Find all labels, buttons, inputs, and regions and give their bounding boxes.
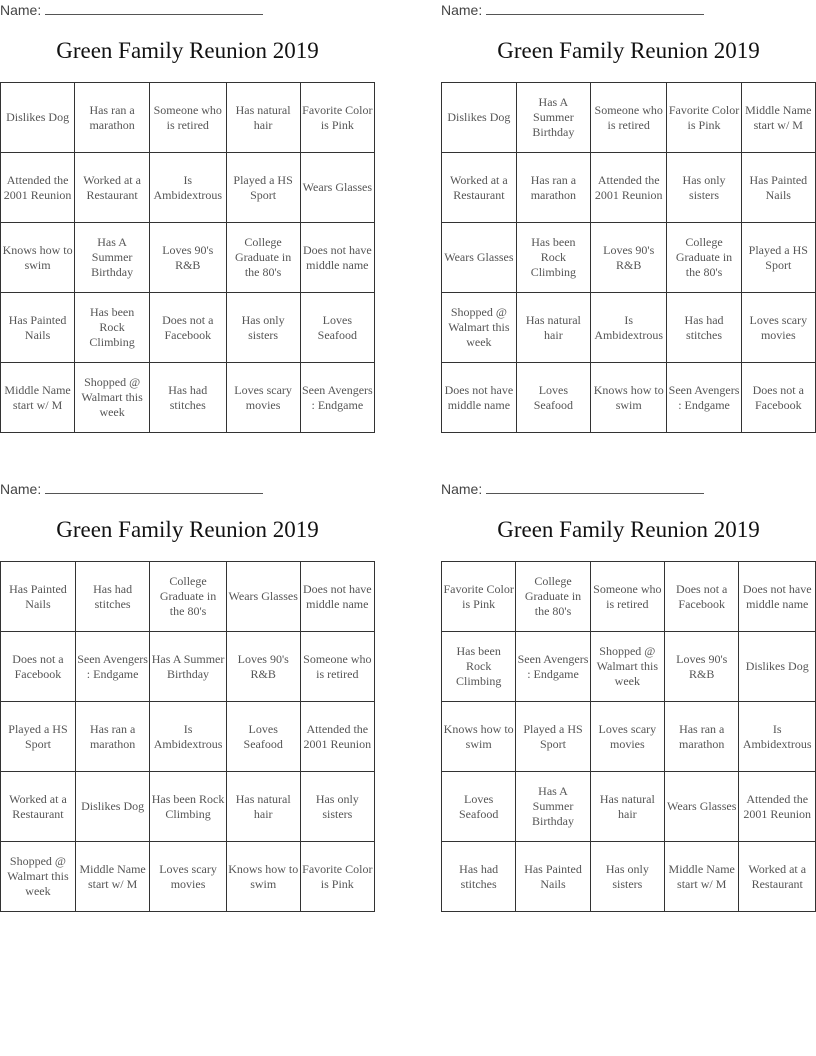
bingo-cell[interactable]: Worked at a Restaurant — [442, 153, 517, 223]
bingo-cell[interactable]: Favorite Color is Pink — [667, 83, 741, 153]
bingo-cell[interactable]: College Graduate in the 80's — [226, 223, 300, 293]
bingo-cell[interactable]: Favorite Color is Pink — [442, 562, 516, 632]
bingo-cell[interactable]: Attended the 2001 Reunion — [1, 153, 75, 223]
bingo-row — [442, 293, 816, 363]
bingo-cell[interactable]: Has A Summer Birthday — [75, 223, 150, 293]
bingo-cell[interactable]: Has only sisters — [226, 293, 300, 363]
bingo-cell[interactable]: Dislikes Dog — [75, 772, 149, 842]
bingo-cell[interactable]: Wears Glasses — [300, 153, 374, 223]
bingo-grid — [0, 82, 375, 433]
bingo-cell[interactable]: Wears Glasses — [226, 562, 300, 632]
name-field[interactable] — [0, 481, 263, 499]
bingo-cell[interactable]: Has had stitches — [75, 562, 149, 632]
bingo-cell[interactable]: Does not have middle name — [739, 562, 816, 632]
name-blank-line[interactable] — [486, 481, 704, 494]
bingo-cell[interactable]: College Graduate in the 80's — [667, 223, 741, 293]
bingo-cell[interactable]: Dislikes Dog — [442, 83, 517, 153]
name-field[interactable] — [0, 2, 263, 20]
bingo-cell[interactable]: Loves Seafood — [516, 363, 590, 433]
bingo-cell[interactable]: Loves scary movies — [741, 293, 815, 363]
bingo-cell[interactable]: Has natural hair — [516, 293, 590, 363]
bingo-cell[interactable]: Does not a Facebook — [150, 293, 226, 363]
bingo-cell[interactable]: Is Ambidextrous — [150, 702, 227, 772]
bingo-cell[interactable]: Has natural hair — [226, 83, 300, 153]
bingo-cell[interactable]: Played a HS Sport — [226, 153, 300, 223]
bingo-cell[interactable]: Has Painted Nails — [1, 293, 75, 363]
bingo-row — [442, 772, 816, 842]
bingo-cell[interactable]: Played a HS Sport — [741, 223, 815, 293]
bingo-cell[interactable]: Played a HS Sport — [516, 702, 590, 772]
name-blank-line[interactable] — [45, 481, 263, 494]
bingo-cell[interactable]: Shopped @ Walmart this week — [75, 363, 150, 433]
bingo-cell[interactable]: Does not a Facebook — [1, 632, 76, 702]
bingo-cell[interactable]: Has only sisters — [300, 772, 374, 842]
bingo-cell[interactable]: Someone who is retired — [590, 562, 664, 632]
bingo-cell[interactable]: Knows how to swim — [442, 702, 516, 772]
bingo-cell[interactable]: Wears Glasses — [442, 223, 517, 293]
bingo-row — [442, 632, 816, 702]
bingo-cell[interactable]: Seen Avengers : Endgame — [75, 632, 149, 702]
bingo-grid — [441, 561, 816, 912]
bingo-cell[interactable]: Someone who is retired — [150, 83, 226, 153]
bingo-cell[interactable]: Has Painted Nails — [516, 842, 590, 912]
bingo-cell[interactable]: College Graduate in the 80's — [150, 562, 227, 632]
bingo-row — [442, 153, 816, 223]
name-label: Name: — [0, 2, 42, 18]
bingo-cell[interactable]: Shopped @ Walmart this week — [442, 293, 517, 363]
bingo-cell[interactable]: Has A Summer Birthday — [516, 772, 590, 842]
bingo-cell[interactable]: Seen Avengers : Endgame — [300, 363, 374, 433]
bingo-cell[interactable]: College Graduate in the 80's — [516, 562, 590, 632]
bingo-cell[interactable]: Middle Name start w/ M — [75, 842, 149, 912]
bingo-cell[interactable]: Has been Rock Climbing — [75, 293, 150, 363]
bingo-row — [1, 702, 375, 772]
bingo-row — [1, 772, 375, 842]
bingo-cell[interactable]: Does not a Facebook — [741, 363, 815, 433]
bingo-cell[interactable]: Worked at a Restaurant — [75, 153, 150, 223]
bingo-cell[interactable]: Seen Avengers : Endgame — [516, 632, 590, 702]
bingo-grid — [441, 82, 816, 433]
bingo-cell[interactable]: Wears Glasses — [664, 772, 738, 842]
name-field[interactable] — [441, 2, 704, 20]
bingo-row — [442, 83, 816, 153]
bingo-cell[interactable]: Seen Avengers : Endgame — [667, 363, 741, 433]
bingo-row — [442, 562, 816, 632]
bingo-cell[interactable]: Loves 90's R&B — [150, 223, 226, 293]
bingo-row — [1, 223, 375, 293]
bingo-cell[interactable]: Has natural hair — [226, 772, 300, 842]
bingo-cell[interactable]: Loves Seafood — [300, 293, 374, 363]
bingo-cell[interactable]: Has had stitches — [150, 363, 226, 433]
bingo-cell[interactable]: Does not have middle name — [300, 562, 374, 632]
bingo-cell[interactable]: Loves 90's R&B — [226, 632, 300, 702]
bingo-cell[interactable]: Has Painted Nails — [1, 562, 76, 632]
bingo-cell[interactable]: Has natural hair — [590, 772, 664, 842]
bingo-cell[interactable]: Loves Seafood — [226, 702, 300, 772]
bingo-cell[interactable]: Does not a Facebook — [664, 562, 738, 632]
bingo-cell[interactable]: Has Painted Nails — [741, 153, 815, 223]
bingo-cell[interactable]: Does not have middle name — [300, 223, 374, 293]
bingo-cell[interactable]: Is Ambidextrous — [590, 293, 666, 363]
bingo-cell[interactable]: Played a HS Sport — [1, 702, 76, 772]
bingo-row — [442, 842, 816, 912]
bingo-row — [1, 842, 375, 912]
bingo-cell[interactable]: Favorite Color is Pink — [300, 83, 374, 153]
name-blank-line[interactable] — [486, 2, 704, 15]
bingo-cell[interactable]: Middle Name start w/ M — [741, 83, 815, 153]
bingo-cell[interactable]: Has been Rock Climbing — [442, 632, 516, 702]
card-title: Green Family Reunion 2019 — [56, 517, 319, 542]
bingo-row — [1, 632, 375, 702]
bingo-grid — [0, 561, 375, 912]
bingo-row — [1, 363, 375, 433]
bingo-cell[interactable]: Middle Name start w/ M — [1, 363, 75, 433]
card-title: Green Family Reunion 2019 — [497, 517, 760, 542]
bingo-cell[interactable]: Loves 90's R&B — [664, 632, 738, 702]
bingo-cell[interactable]: Does not have middle name — [442, 363, 517, 433]
bingo-cell[interactable]: Dislikes Dog — [1, 83, 75, 153]
bingo-cell[interactable]: Shopped @ Walmart this week — [1, 842, 76, 912]
bingo-cell[interactable]: Knows how to swim — [590, 363, 666, 433]
bingo-cell[interactable]: Knows how to swim — [226, 842, 300, 912]
bingo-cell[interactable]: Has been Rock Climbing — [150, 772, 227, 842]
bingo-cell[interactable]: Middle Name start w/ M — [664, 842, 738, 912]
bingo-cell[interactable]: Has A Summer Birthday — [150, 632, 227, 702]
name-label: Name: — [441, 481, 483, 497]
name-label: Name: — [441, 2, 483, 18]
bingo-cell[interactable]: Loves Seafood — [442, 772, 516, 842]
bingo-cell[interactable]: Attended the 2001 Reunion — [300, 702, 374, 772]
bingo-cell[interactable]: Has ran a marathon — [75, 83, 150, 153]
bingo-cell[interactable]: Is Ambidextrous — [150, 153, 226, 223]
bingo-cell[interactable]: Favorite Color is Pink — [300, 842, 374, 912]
bingo-cell[interactable]: Loves scary movies — [150, 842, 227, 912]
name-blank-line[interactable] — [45, 2, 263, 15]
bingo-cell[interactable]: Worked at a Restaurant — [1, 772, 76, 842]
bingo-row — [442, 702, 816, 772]
bingo-cell[interactable]: Has A Summer Birthday — [516, 83, 590, 153]
bingo-cell[interactable]: Loves 90's R&B — [590, 223, 666, 293]
card-title: Green Family Reunion 2019 — [497, 38, 760, 63]
bingo-cell[interactable]: Has been Rock Climbing — [516, 223, 590, 293]
bingo-cell[interactable]: Attended the 2001 Reunion — [590, 153, 666, 223]
bingo-cell[interactable]: Someone who is retired — [590, 83, 666, 153]
bingo-cell[interactable]: Has had stitches — [442, 842, 516, 912]
bingo-cell[interactable]: Has had stitches — [667, 293, 741, 363]
bingo-cell[interactable]: Has only sisters — [590, 842, 664, 912]
bingo-row — [442, 363, 816, 433]
bingo-cell[interactable]: Loves scary movies — [590, 702, 664, 772]
bingo-cell[interactable]: Is Ambidextrous — [739, 702, 816, 772]
bingo-cell[interactable]: Has ran a marathon — [516, 153, 590, 223]
name-label: Name: — [0, 481, 42, 497]
bingo-row — [442, 223, 816, 293]
bingo-cell[interactable]: Knows how to swim — [1, 223, 75, 293]
bingo-cell[interactable]: Attended the 2001 Reunion — [739, 772, 816, 842]
bingo-cell[interactable]: Has ran a marathon — [664, 702, 738, 772]
bingo-cell[interactable]: Someone who is retired — [300, 632, 374, 702]
bingo-row — [1, 153, 375, 223]
bingo-cell[interactable]: Dislikes Dog — [739, 632, 816, 702]
bingo-cell[interactable]: Shopped @ Walmart this week — [590, 632, 664, 702]
bingo-cell[interactable]: Has only sisters — [667, 153, 741, 223]
bingo-row — [1, 293, 375, 363]
bingo-cell[interactable]: Worked at a Restaurant — [739, 842, 816, 912]
bingo-row — [1, 83, 375, 153]
bingo-cell[interactable]: Loves scary movies — [226, 363, 300, 433]
bingo-row — [1, 562, 375, 632]
card-title: Green Family Reunion 2019 — [56, 38, 319, 63]
bingo-cell[interactable]: Has ran a marathon — [75, 702, 149, 772]
name-field[interactable] — [441, 481, 704, 499]
